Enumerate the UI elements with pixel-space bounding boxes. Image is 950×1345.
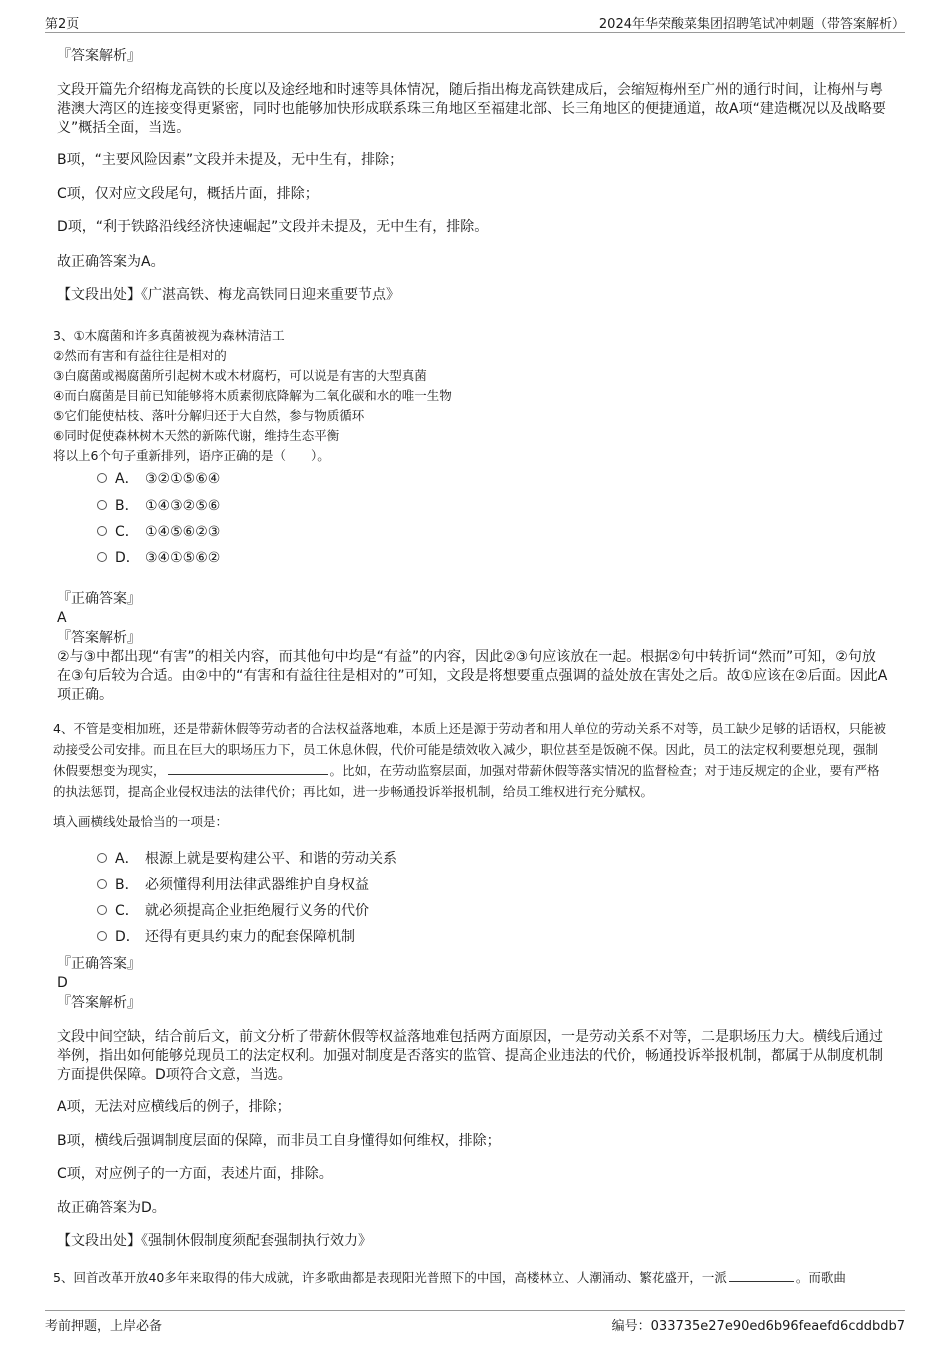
document-serial: 编号：033735e27e90ed6b96feaefd6cddbdb7: [611, 1319, 905, 1334]
q3-correct-label: 『正确答案』: [57, 591, 141, 607]
q4-option-b-analysis: B项，横线后强调制度层面的保障，而非员工自身懂得如何维权，排除；: [57, 1133, 501, 1149]
q2-option-c-analysis: C项，仅对应文段尾句，概括片面，排除；: [57, 186, 319, 202]
q3-sentence-1: 3、①木腐菌和许多真菌被视为森林清洁工: [53, 328, 285, 343]
radio-icon[interactable]: [97, 552, 107, 562]
q5-stem: 5、回首改革开放40多年来取得的伟大成就，许多歌曲都是表现阳光普照下的中国，高楼林立、人潮涌动、繁花盛开，一派 。而歌曲: [53, 1270, 846, 1285]
q3-option-a[interactable]: A． ③②①⑤⑥④: [97, 470, 220, 488]
page-number: 第2页: [45, 17, 80, 32]
radio-icon[interactable]: [97, 853, 107, 863]
q4-analysis: 文段中间空缺，结合前后文，前文分析了带薪休假等权益落地难包括两方面原因，一是劳动关系不对等，二是职场压力大。横线后通过举例，指出如何能够兑现员工的法定权利。加强对制度是否落实的监管、提高企业违法的代价，畅通投诉举报机制，都属于从制度机制方面提供保障。D项符合文意，当选。: [57, 1029, 883, 1083]
q4-source: 【文段出处】《强制休假制度须配套强制执行效力》: [57, 1233, 372, 1249]
q4-fill-blank: [168, 762, 328, 775]
q3-analysis-label: 『答案解析』: [57, 630, 141, 646]
q3-stem: [53, 326, 888, 466]
page-footer: [45, 1310, 905, 1333]
q4-correct-answer: D: [57, 975, 68, 991]
q3-sentence-6: ⑥同时促使森林树木天然的新陈代谢，维持生态平衡: [53, 428, 340, 443]
q3-option-c[interactable]: C． ①④⑤⑥②③: [97, 523, 220, 541]
q3-sentence-2: ②然而有害和有益往往是相对的: [53, 348, 227, 363]
q3-option-b[interactable]: B． ①④③②⑤⑥: [97, 497, 220, 515]
q4-option-d[interactable]: D． 还得有更具约束力的配套保障机制: [97, 928, 355, 946]
radio-icon[interactable]: [97, 500, 107, 510]
q2-conclusion: 故正确答案为A。: [57, 254, 165, 270]
q2-analysis-para: 文段开篇先介绍梅龙高铁的长度以及途经地和时速等具体情况，随后指出梅龙高铁建成后，会缩短梅州至广州的通行时间，让梅州与粤港澳大湾区的连接变得更紧密，同时也能够加快形成联系珠三角地区至福建北部、长三角地区的便捷通道，故A项“建造概况以及战略要义”概括全面，当选。: [57, 82, 886, 136]
q3-option-d[interactable]: D． ③④①⑤⑥②: [97, 549, 220, 567]
radio-icon[interactable]: [97, 879, 107, 889]
q3-sentence-4: ④而白腐菌是目前已知能够将木质素彻底降解为二氧化碳和水的唯一生物: [53, 388, 452, 403]
q3-sentence-5: ⑤它们能使枯枝、落叶分解归还于大自然，参与物质循环: [53, 408, 365, 423]
q4-conclusion: 故正确答案为D。: [57, 1200, 166, 1216]
q2-source: 【文段出处】《广湛高铁、梅龙高铁同日迎来重要节点》: [57, 287, 400, 303]
radio-icon[interactable]: [97, 931, 107, 941]
q2-option-b-analysis: B项，“主要风险因素”文段并未提及，无中生有，排除；: [57, 152, 404, 168]
footer-slogan: 考前押题，上岸必备: [45, 1319, 163, 1334]
q3-sentence-3: ③白腐菌或褐腐菌所引起树木或木材腐朽，可以说是有害的大型真菌: [53, 368, 427, 383]
q4-correct-label: 『正确答案』: [57, 956, 141, 972]
document-title: 2024年华荣酸菜集团招聘笔试冲刺题（带答案解析）: [598, 17, 905, 32]
q5-fill-blank: [729, 1269, 794, 1282]
q2-option-d-analysis: D项，“利于铁路沿线经济快速崛起”文段并未提及，无中生有，排除。: [57, 219, 489, 235]
q4-analysis-label: 『答案解析』: [57, 995, 141, 1011]
page-header: [45, 10, 905, 33]
q3-question: 将以上6个句子重新排列，语序正确的是（ ）。: [53, 448, 330, 463]
q4-option-b[interactable]: B． 必须懂得利用法律武器维护自身权益: [97, 876, 369, 894]
q4-option-c[interactable]: C． 就必须提高企业拒绝履行义务的代价: [97, 902, 369, 920]
q4-prompt: 填入画横线处最恰当的一项是：: [53, 814, 229, 829]
q4-stem: 4、不管是变相加班，还是带薪休假等劳动者的合法权益落地难，本质上还是源于劳动者和用人单位的劳动关系不对等，员工缺少足够的话语权，只能被动接受公司安排。而且在巨大的职场压力下，员工休息休假，代价可能是绩效收入减少，职位甚至是饭碗不保。因此，员工的法定权利要想兑现，强制休假要想变为现实， 。比如，在劳动监察层面，加强对带薪休假等落实情况的监督检查；对于违反规定的企业，要有严格的执法惩罚，提高企业侵权违法的法律代价；再比如，进一步畅通投诉举报机制，给员工维权进行充分赋权。: [53, 721, 886, 799]
q2-analysis-label: 『答案解析』: [57, 48, 141, 64]
q4-option-a-analysis: A项，无法对应横线后的例子，排除；: [57, 1099, 291, 1115]
q3-correct-answer: A: [57, 610, 67, 626]
radio-icon[interactable]: [97, 526, 107, 536]
q3-analysis: ②与③中都出现“有害”的相关内容，而其他句中均是“有益”的内容，因此②③句应该放在一起。根据②句中转折词“然而”可知，②句放在③句后较为合适。由②中的“有害和有益往往是相对的”可知，文段是将想要重点强调的益处放在害处之后。故①应该在②后面。因此A项正确。: [57, 649, 888, 703]
q4-option-c-analysis: C项，对应例子的一方面，表述片面，排除。: [57, 1166, 333, 1182]
radio-icon[interactable]: [97, 905, 107, 915]
radio-icon[interactable]: [97, 473, 107, 483]
q4-option-a[interactable]: A． 根源上就是要构建公平、和谐的劳动关系: [97, 850, 397, 868]
